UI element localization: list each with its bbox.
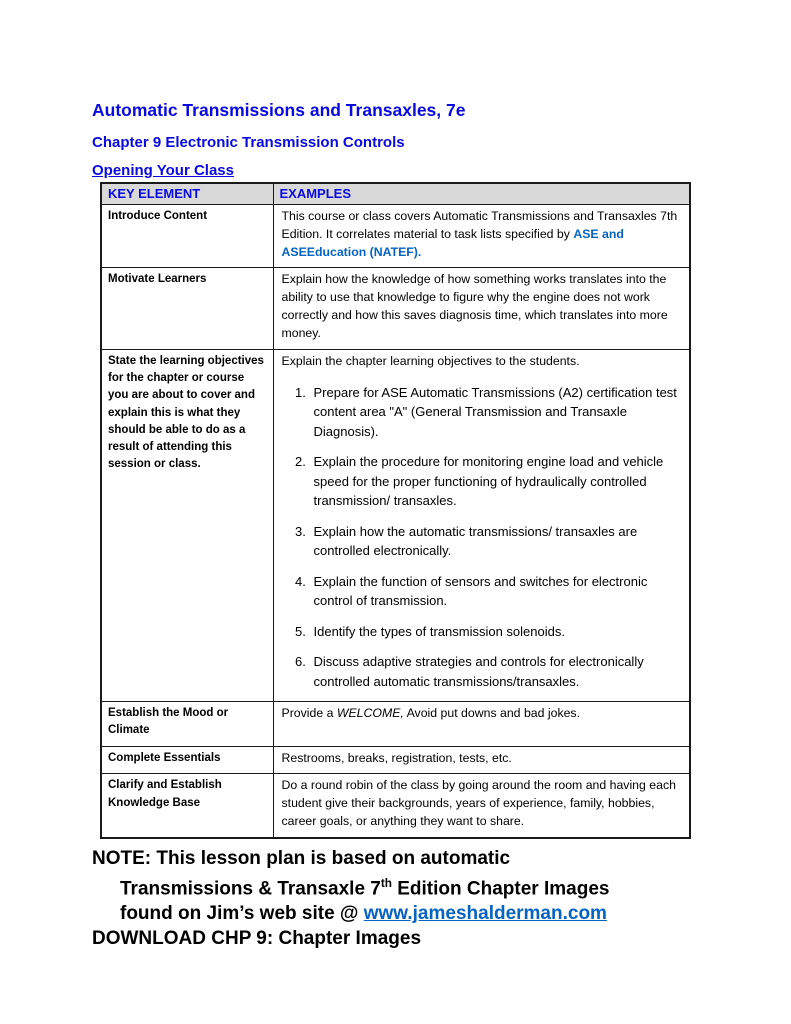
examples-text: Provide a — [281, 706, 337, 721]
table-row-establish-mood — [101, 702, 690, 747]
objective-item: 2. Explain the procedure for monitoring engine load and vehicle speed for the proper functioning of hydraulically controlled transmission/ transaxles. — [310, 452, 682, 511]
note-line-2 — [92, 871, 735, 901]
welcome-italic-text: WELCOME, — [336, 706, 404, 721]
table-row-motivate-learners — [101, 268, 690, 349]
ordinal-superscript: th — [380, 876, 392, 890]
note-line-1: NOTE: This lesson plan is based on automatic — [92, 847, 511, 869]
examples-cell: Explain how the knowledge of how something works translates into the ability to use that knowledge to figure why the engine does not work correctly and how this saves diagnosis time, which translates into more money. — [273, 268, 690, 349]
document-title: Automatic Transmissions and Transaxles, 7e — [92, 100, 466, 120]
objectives-intro: Explain the chapter learning objectives to the students. — [281, 353, 580, 368]
examples-cell — [273, 349, 690, 701]
column-header-examples: EXAMPLES — [273, 183, 690, 205]
examples-text: This course or class covers Automatic Transmissions and Transaxles 7th Edition. It correlates material to task lists specified by — [281, 209, 678, 241]
key-element-cell: Complete Essentials — [101, 746, 273, 774]
table-row-complete-essentials — [101, 746, 690, 774]
key-element-cell: Clarify and Establish Knowledge Base — [101, 774, 273, 838]
ase-highlight-text: ASE and ASEEducation (NATEF). — [281, 226, 624, 259]
key-element-cell: Introduce Content — [101, 205, 273, 268]
objective-item: 5. Identify the types of transmission solenoids. — [310, 622, 682, 642]
note-line-2-text-after: Edition Chapter Images — [391, 878, 610, 900]
lesson-plan-table — [100, 182, 691, 839]
website-link[interactable]: www.jameshalderman.com — [363, 903, 607, 925]
examples-cell: Do a round robin of the class by going around the room and having each student give their backgrounds, years of experience, family, hobbies, career goals, or anything they want to share. — [273, 774, 690, 838]
objective-item: 6. Discuss adaptive strategies and controls for electronically controlled automatic transmissions/transaxles. — [310, 652, 682, 691]
note-line-4: DOWNLOAD CHP 9: Chapter Images — [92, 928, 422, 950]
note-line-3 — [92, 901, 735, 926]
table-row-learning-objectives — [101, 349, 690, 701]
examples-cell — [273, 205, 690, 268]
objectives-list — [282, 383, 682, 692]
note-block — [92, 846, 735, 951]
chapter-heading: Chapter 9 Electronic Transmission Controls — [92, 134, 405, 151]
objective-item: 4. Explain the function of sensors and switches for electronic control of transmission. — [310, 572, 682, 611]
key-element-cell: Establish the Mood or Climate — [101, 702, 273, 747]
note-line-2-text: Transmissions & Transaxle 7 — [120, 878, 381, 900]
key-element-cell: Motivate Learners — [101, 268, 273, 349]
section-heading: Opening Your Class — [92, 162, 234, 179]
note-line-3-text: found on Jim’s web site @ — [120, 903, 364, 925]
examples-cell — [273, 702, 690, 747]
examples-cell: Restrooms, breaks, registration, tests, etc. — [273, 746, 690, 774]
table-row-clarify-knowledge-base — [101, 774, 690, 838]
table-row-introduce-content — [101, 205, 690, 268]
objective-item: 1. Prepare for ASE Automatic Transmissions (A2) certification test content area "A" (General Transmission and Transaxle Diagnosis). — [310, 383, 682, 442]
key-element-cell: State the learning objectives for the chapter or course you are about to cover and explain this is what they should be able to do as a result of attending this session or class. — [101, 349, 273, 701]
column-header-key-element: KEY ELEMENT — [101, 183, 273, 205]
objective-item: 3. Explain how the automatic transmissions/ transaxles are controlled electronically. — [310, 522, 682, 561]
examples-text-after: Avoid put downs and bad jokes. — [403, 706, 580, 721]
table-header-row — [101, 183, 690, 205]
